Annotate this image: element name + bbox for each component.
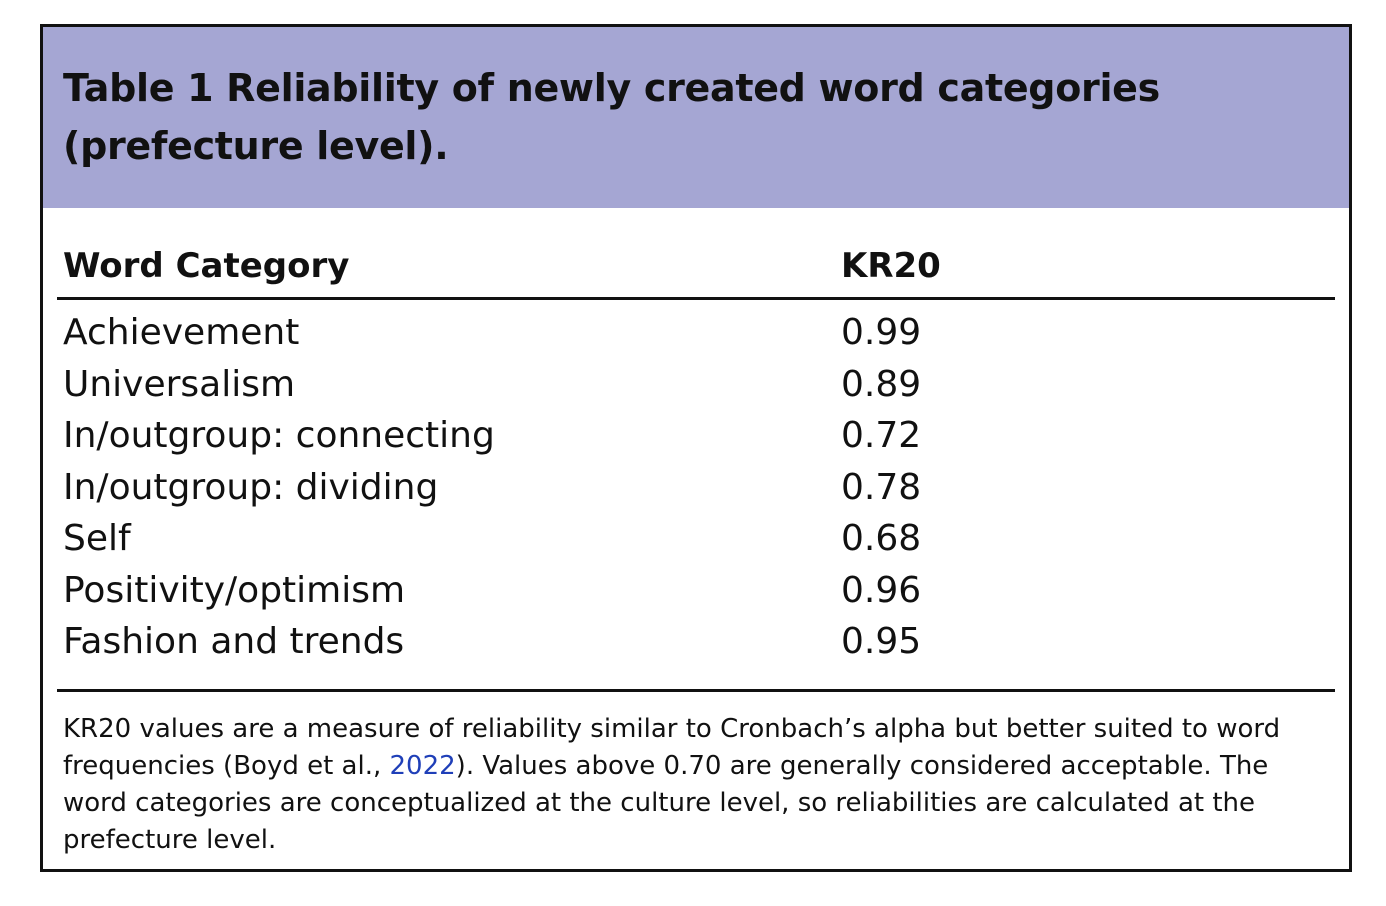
footnote-text-before: KR20 values are a measure of reliability similar to Cronbach’s alpha but better suited to word frequencies (Boyd et al., [63, 714, 1281, 781]
table-bottom-rule [57, 689, 1335, 692]
category-cell: Achievement [63, 312, 300, 353]
category-cell: In/outgroup: connecting [63, 415, 495, 456]
table-header-row [57, 235, 1335, 300]
category-cell: In/outgroup: dividing [63, 466, 439, 508]
kr20-cell: 0.96 [841, 569, 922, 611]
column-header-kr20: KR20 [841, 246, 941, 286]
column-header-word-category: Word Category [63, 246, 350, 286]
table-row [57, 410, 1335, 462]
table-row [57, 513, 1335, 565]
kr20-cell: 0.95 [841, 621, 922, 662]
title-band [43, 27, 1349, 208]
table-row [57, 307, 1335, 359]
table-row [57, 462, 1335, 514]
table-title: Table 1 Reliability of newly created word categories (prefecture level). [63, 66, 1160, 168]
table-frame [40, 24, 1352, 872]
kr20-cell: 0.78 [841, 466, 922, 508]
reference-link-2022[interactable]: 2022 [389, 751, 456, 781]
table-row [57, 616, 1335, 668]
table-footnote [63, 711, 1333, 859]
kr20-cell: 0.89 [841, 363, 922, 405]
kr20-cell: 0.99 [841, 312, 922, 353]
table-row [57, 359, 1335, 411]
kr20-cell: 0.72 [841, 415, 922, 456]
category-cell: Self [63, 518, 131, 559]
category-cell: Fashion and trends [63, 621, 405, 662]
table-body [57, 300, 1335, 668]
category-cell: Positivity/optimism [63, 569, 406, 611]
kr20-cell: 0.68 [841, 518, 922, 559]
category-cell: Universalism [63, 363, 296, 405]
footnote-text-after: ). Values above 0.70 are generally considered acceptable. The word categories are conceptualized at the culture level, so reliabilities are calculated at the prefecture level. [63, 751, 1269, 855]
reliability-table [57, 235, 1335, 668]
table-row [57, 565, 1335, 617]
